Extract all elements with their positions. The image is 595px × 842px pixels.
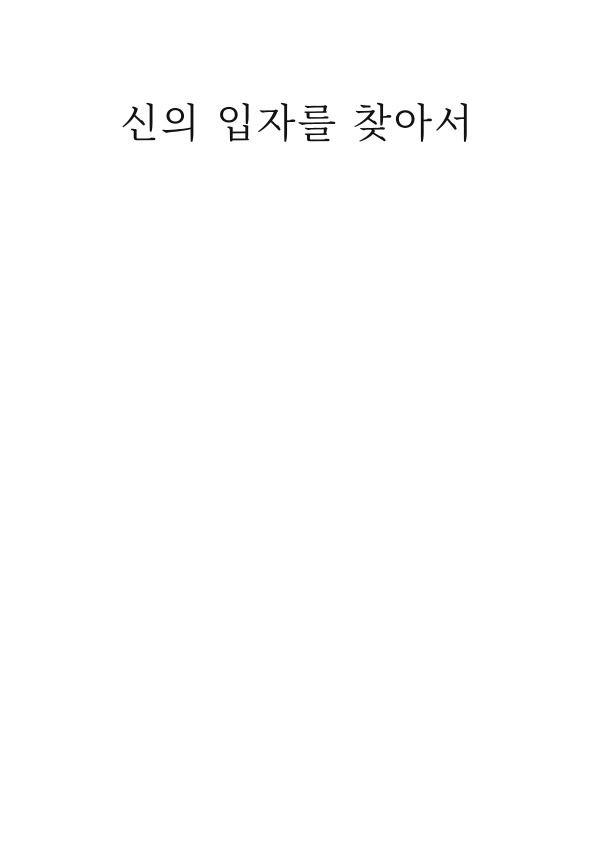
paragraph-1-lines — [88, 150, 506, 167]
page-title: 신의 입자를 찾아서 — [120, 101, 475, 147]
paragraph-3 — [88, 212, 506, 229]
paragraph-3-lines — [88, 212, 506, 229]
paragraph-1 — [88, 150, 506, 167]
paragraph-2 — [88, 181, 506, 198]
paragraph-2-lines — [88, 181, 506, 198]
body-text — [88, 150, 506, 244]
